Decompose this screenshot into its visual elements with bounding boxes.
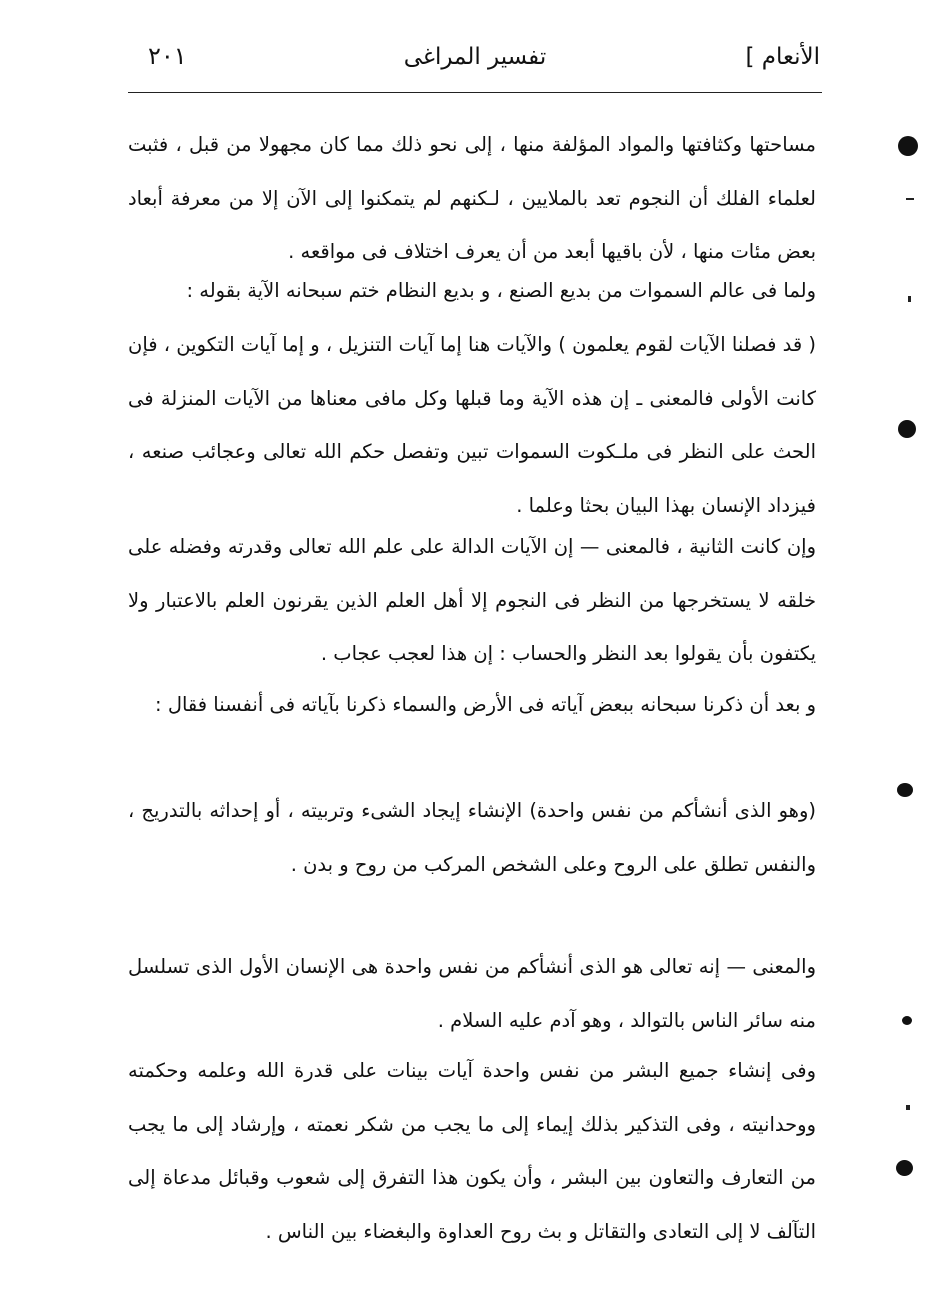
scan-speck xyxy=(908,296,911,302)
running-header xyxy=(130,38,820,94)
scan-speck xyxy=(897,783,913,797)
scan-speck xyxy=(906,1105,910,1110)
paragraph-6: (وهو الذى أنشأكم من نفس واحدة) الإنشاء إيجاد الشىء وتربيته ، أو إحداثه بالتدريج ، والنفس تطلق على الروح وعلى الشخص المركب من روح و بدن . xyxy=(128,799,816,876)
paragraph-4: وإن كانت الثانية ، فالمعنى — إن الآيات الدالة على علم الله تعالى وقدرته وفضله على خلقه لا يستخرجها من النظر فى النجوم إلا أهل العلم الذين يقرنون العلم بالاعتبار ولا يكتفون بأن يقولوا بعد النظر والحساب : إن هذا لعجب عجاب . xyxy=(128,535,816,665)
paragraph-2: ولما فى عالم السموات من بديع الصنع ، و بديع النظام ختم سبحانه الآية بقوله : xyxy=(186,279,816,302)
scan-speck xyxy=(902,1016,912,1025)
header-divider xyxy=(128,92,822,93)
scan-speck xyxy=(896,1160,913,1176)
page-number: ٢٠١ xyxy=(148,42,187,70)
paragraph-7: والمعنى — إنه تعالى هو الذى أنشأكم من نفس واحدة هى الإنسان الأول الذى تسلسل منه سائر الناس بالتوالد ، وهو آدم عليه السلام . xyxy=(128,955,816,1032)
paragraph-5: و بعد أن ذكرنا سبحانه ببعض آياته فى الأرض والسماء ذكرنا بآياته فى أنفسنا فقال : xyxy=(155,693,816,716)
scan-speck xyxy=(906,198,914,200)
paragraph-8: وفى إنشاء جميع البشر من نفس واحدة آيات بينات على قدرة الله وعلمه وحكمته ووحدانيته ، وفى التذكير بذلك إيماء إلى ما يجب من شكر نعمته ، وإرشاد إلى ما يجب من التعارف والتعاون بين البشر ، وأن يكون هذا التفرق إلى شعوب وقبائل مدعاة إلى التآلف لا إلى التعادى والتقاتل و بث روح العداوة والبغضاء بين الناس . xyxy=(128,1059,816,1243)
surah-name: الأنعام ] xyxy=(745,44,820,70)
scan-speck xyxy=(898,136,918,156)
paragraph-1: مساحتها وكثافتها والمواد المؤلفة منها ، إلى نحو ذلك مما كان مجهولا من قبل ، فثبت لعلماء الفلك أن النجوم تعد بالملايين ، لـكنهم لم يتمكنوا إلى الآن إلا من معرفة أبعاد بعض مئات منها ، لأن باقيها أبعد من أن يعرف اختلاف فى مواقعه . xyxy=(128,133,816,263)
book-title: تفسير المراغى xyxy=(403,44,547,70)
scan-speck xyxy=(898,420,916,438)
paragraph-3: ( قد فصلنا الآيات لقوم يعلمون ) والآيات هنا إما آيات التنزيل ، و إما آيات التكوين ، فإن كانت الأولى فالمعنى ـ إن هذه الآية وما قبلها وكل مافى معناها من الآيات المنزلة فى الحث على النظر فى ملـكوت السموات تبين وتفصل حكم الله تعالى وعجائب صنعه ، فيزداد الإنسان بهذا البيان بحثا وعلما . xyxy=(128,333,816,517)
